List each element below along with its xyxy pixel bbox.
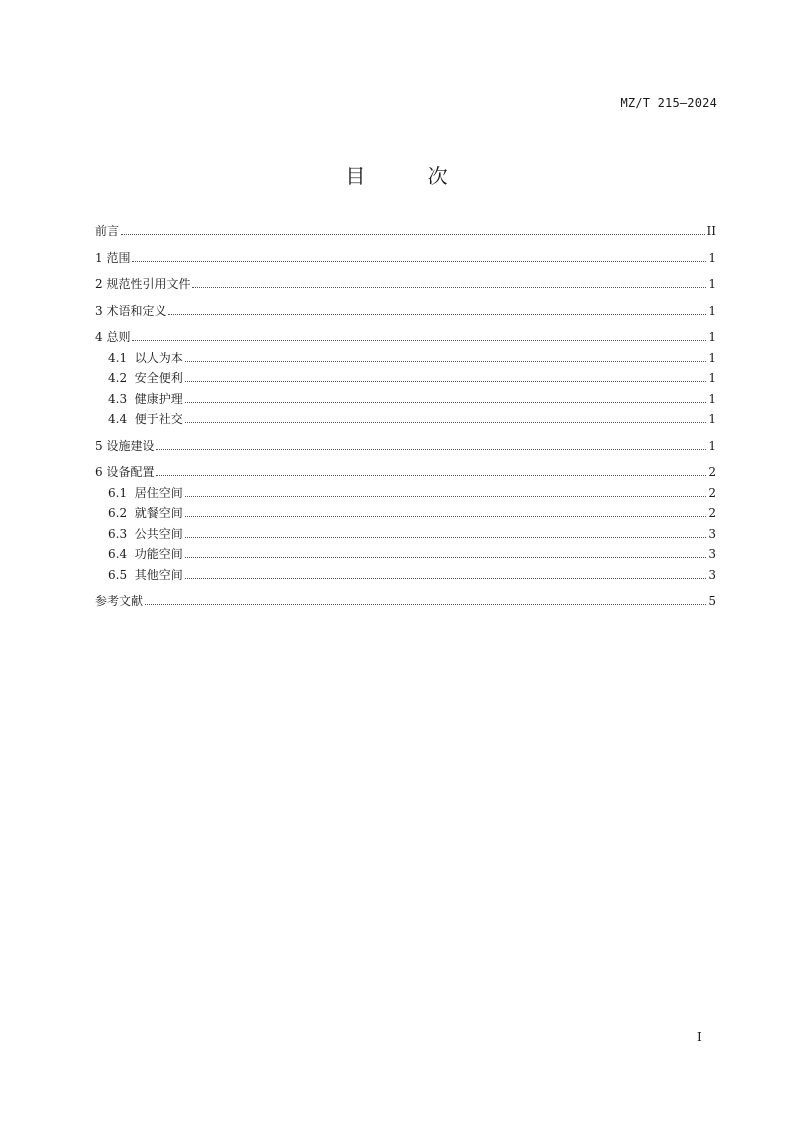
toc-entry-title: 健康护理 (134, 391, 183, 406)
toc-entry[interactable] (95, 389, 716, 410)
table-of-contents (95, 221, 716, 612)
toc-entry[interactable] (95, 462, 716, 483)
toc-entry-title: 设备配置 (106, 465, 155, 479)
toc-entry-number: 3 (95, 303, 103, 318)
dot-leader (185, 421, 706, 423)
toc-entry[interactable] (95, 301, 716, 322)
toc-entry-page: 2 (708, 506, 716, 520)
toc-entry-title: 总则 (106, 330, 131, 344)
toc-entry-title: 功能空间 (134, 547, 183, 561)
toc-entry-number: 1 (95, 250, 103, 265)
toc-entry-number: 4.3 (108, 391, 128, 406)
toc-entry-title: 其他空间 (134, 567, 183, 582)
toc-entry-page: 1 (708, 330, 716, 344)
toc-entry-number: 6.3 (108, 526, 128, 541)
toc-entry-page: 1 (708, 412, 716, 426)
toc-entry-title: 以人为本 (134, 350, 183, 365)
toc-entry-page: 3 (708, 526, 716, 541)
toc-entry-number: 6.5 (108, 567, 128, 582)
toc-entry-page: 3 (708, 567, 716, 582)
toc-entry-page: 2 (708, 465, 716, 479)
dot-leader (185, 536, 706, 538)
toc-entry[interactable] (95, 221, 716, 242)
dot-leader (185, 401, 706, 403)
toc-entry-page: 1 (708, 438, 716, 453)
dot-leader (185, 515, 706, 517)
dot-leader (192, 286, 706, 288)
dot-leader (145, 603, 706, 605)
toc-entry-page: 1 (708, 371, 716, 385)
dot-leader (185, 380, 706, 382)
toc-entry-title: 术语和定义 (106, 303, 167, 318)
toc-entry-number: 6 (95, 465, 103, 479)
toc-entry[interactable] (95, 436, 716, 457)
toc-entry-title: 便于社交 (134, 412, 183, 426)
toc-entry[interactable] (95, 368, 716, 389)
toc-entry-title: 设施建设 (106, 438, 155, 453)
toc-entry-title: 居住空间 (134, 485, 183, 500)
toc-entry[interactable] (95, 327, 716, 348)
toc-entry-title: 参考文献 (95, 594, 144, 608)
toc-entry-page: 1 (708, 303, 716, 318)
toc-entry-number: 6.1 (108, 485, 128, 500)
dot-leader (185, 577, 706, 579)
dot-leader (132, 260, 706, 262)
toc-entry-title: 公共空间 (134, 526, 183, 541)
dot-leader (121, 233, 705, 235)
toc-entry-number: 4 (95, 330, 103, 344)
toc-entry-number: 4.2 (108, 371, 128, 385)
dot-leader (168, 313, 706, 315)
toc-entry-number: 4.4 (108, 412, 128, 426)
toc-entry[interactable] (95, 591, 716, 612)
toc-entry-number: 6.4 (108, 547, 128, 561)
toc-entry-number: 2 (95, 277, 103, 291)
toc-entry[interactable] (95, 409, 716, 430)
dot-leader (156, 448, 706, 450)
toc-entry[interactable] (95, 483, 716, 504)
toc-entry[interactable] (95, 348, 716, 369)
toc-entry[interactable] (95, 274, 716, 295)
toc-entry-page: 3 (708, 547, 716, 561)
toc-entry[interactable] (95, 565, 716, 586)
toc-entry[interactable] (95, 544, 716, 565)
toc-entry-page: 5 (708, 594, 716, 608)
document-code: MZ/T 215—2024 (620, 96, 717, 110)
toc-entry-page: II (706, 224, 716, 238)
toc-entry-page: 2 (708, 485, 716, 500)
toc-entry-page: 1 (708, 391, 716, 406)
toc-entry[interactable] (95, 503, 716, 524)
toc-entry-title: 安全便利 (134, 371, 183, 385)
toc-entry-page: 1 (708, 250, 716, 265)
toc-entry-number: 6.2 (108, 506, 128, 520)
dot-leader (185, 556, 706, 558)
toc-entry-number: 5 (95, 438, 103, 453)
dot-leader (185, 360, 706, 362)
toc-entry-page: 1 (708, 277, 716, 291)
dot-leader (132, 339, 706, 341)
toc-entry-number: 4.1 (108, 350, 128, 365)
page-number: I (697, 1030, 702, 1044)
toc-entry-page: 1 (708, 350, 716, 365)
toc-entry-title: 就餐空间 (134, 506, 183, 520)
dot-leader (156, 474, 706, 476)
toc-entry-title: 前言 (95, 224, 120, 238)
toc-entry[interactable] (95, 524, 716, 545)
toc-entry-title: 规范性引用文件 (106, 277, 191, 291)
toc-entry-title: 范围 (106, 250, 131, 265)
toc-title: 目 次 (345, 164, 476, 188)
dot-leader (185, 495, 706, 497)
toc-entry[interactable] (95, 248, 716, 269)
